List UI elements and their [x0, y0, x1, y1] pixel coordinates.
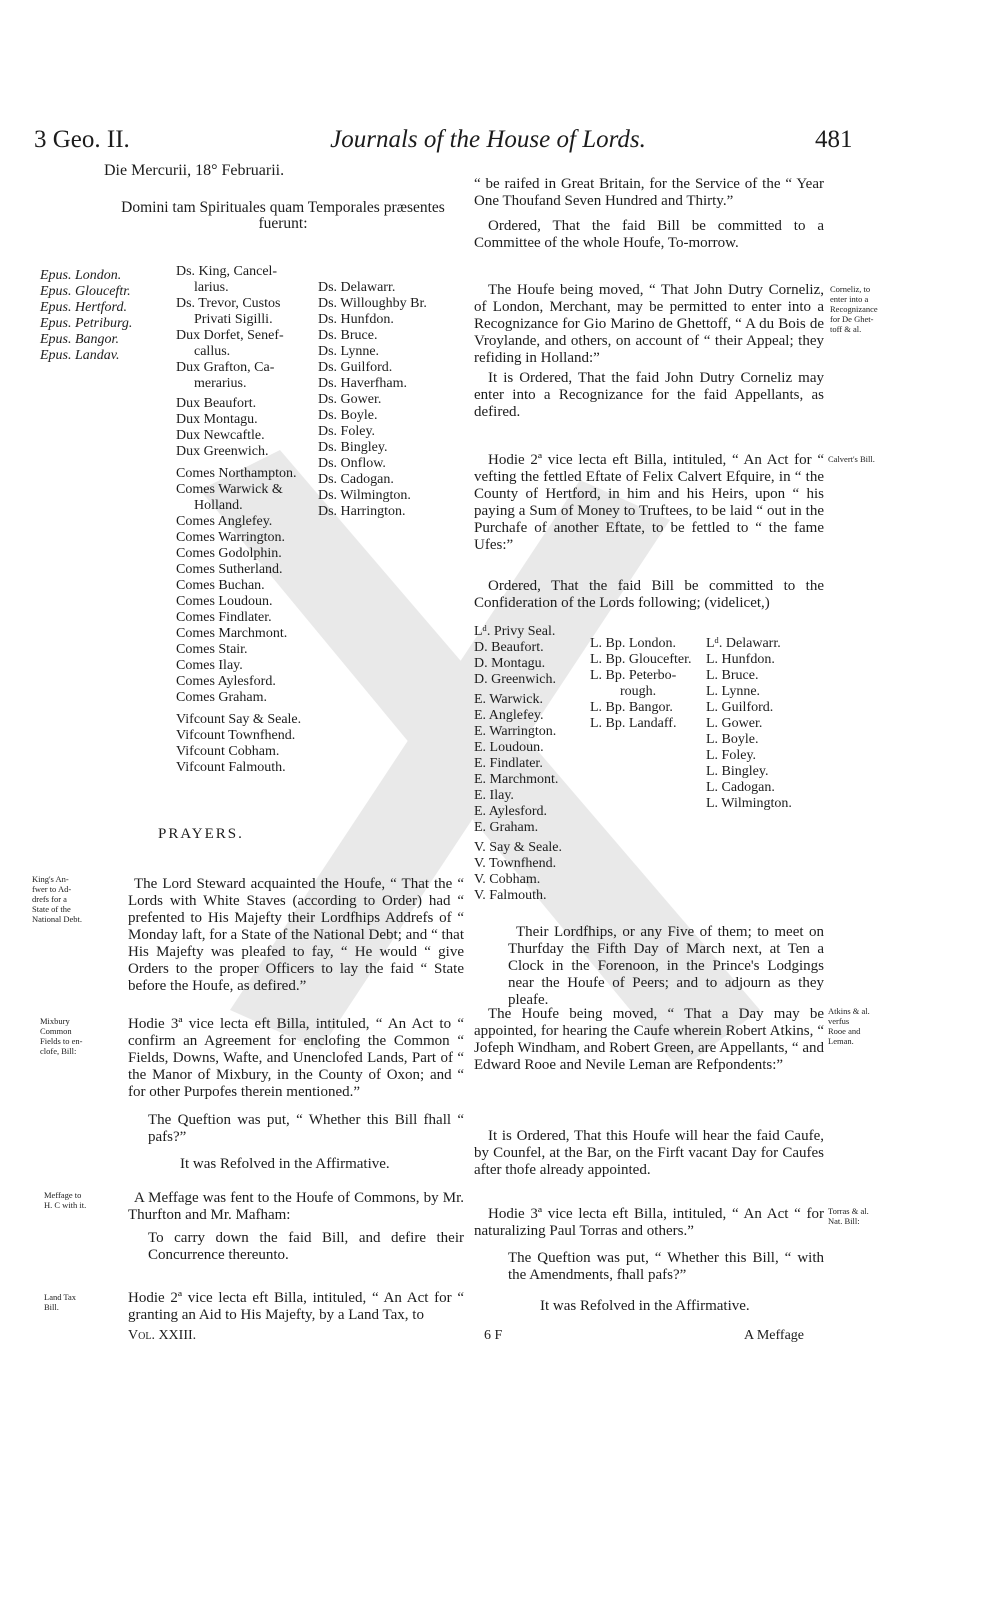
peer-item: Ds. Bruce.	[318, 328, 378, 343]
peer-item: Ds. Wilmington.	[318, 488, 411, 503]
peer-item: Ds. Lynne.	[318, 344, 380, 359]
peer-item: Comes Sutherland.	[176, 562, 283, 577]
ordered-paragraph-4: It is Ordered, That this Houfe will hear the faid Caufe, by Counfel, at the Bar, on the Firft vacant Day for Caufes after thofe already appointed.	[474, 1128, 824, 1178]
peer-item: Dux Newcaftle.	[176, 428, 265, 443]
margin-note-calvert: Calvert's Bill.	[828, 454, 875, 464]
peer-item: larius.	[194, 280, 229, 295]
torras-bill-paragraph: Hodie 3ª vice lecta eft Billa, intituled, “ An Act “ for naturalizing Paul Torras and others.”	[474, 1206, 824, 1239]
peer-item: Ds. Willoughby Br.	[318, 296, 427, 311]
peer-item: Ds. Gower.	[318, 392, 382, 407]
volume-label: Vol. XXIII.	[128, 1328, 197, 1343]
signature-mark: 6 F	[484, 1328, 503, 1343]
land-tax-paragraph: Hodie 2ª vice lecta eft Billa, intituled, “ An Act for “ granting an Aid to His Majefty, by a Land Tax, to	[128, 1290, 464, 1323]
lordships-paragraph: Their Lordfhips, or any Five of them; to meet on Thurfday the Fifth Day of March next, at Ten a Clock in the Forenoon, in the Prince's Lodgings near the Houfe of Peers; and to adjourn as they pleafe.	[508, 924, 824, 1008]
peer-item: Comes Northampton.	[176, 466, 297, 481]
peer-item: Dux Greenwich.	[176, 444, 269, 459]
peers-column-3	[318, 280, 427, 520]
peer-item: Ds. Hunfdon.	[318, 312, 394, 327]
catchword: A Meffage	[744, 1328, 804, 1343]
question-paragraph-2: The Queftion was put, “ Whether this Bill, “ with the Amendments, fhall pafs?”	[508, 1250, 824, 1283]
margin-note-torras: Torras & al. Nat. Bill:	[828, 1206, 869, 1226]
ordered-paragraph-2: It is Ordered, That the faid John Dutry Corneliz may enter into a Recognizance for the faid Appellants, as defired.	[474, 370, 824, 420]
margin-note-land-tax: Land Tax Bill.	[44, 1292, 77, 1312]
peer-item: Comes Stair.	[176, 642, 248, 657]
header-left: 3 Geo. II.	[34, 126, 130, 153]
peer-item: Ds. Guilford.	[318, 360, 393, 375]
peer-item: Ds. Trevor, Custos	[176, 296, 281, 311]
peer-item: Vifcount Cobham.	[176, 744, 280, 759]
peer-item: Comes Graham.	[176, 690, 267, 705]
bishop-item: Epus. Landav.	[40, 348, 120, 363]
peer-item: Comes Godolphin.	[176, 546, 282, 561]
peer-item: callus.	[194, 344, 231, 359]
peer-item: Dux Beaufort.	[176, 396, 257, 411]
peer-item: Comes Loudoun.	[176, 594, 273, 609]
peer-item: Comes Ilay.	[176, 658, 243, 673]
margin-note-corneliz: Corneliz, to enter into a Recognizance for De Ghet- toff & al.	[830, 284, 878, 334]
peer-item: Ds. Delawarr.	[318, 280, 396, 295]
peer-item: Ds. Cadogan.	[318, 472, 394, 487]
resolved-paragraph: It was Refolved in the Affirmative.	[180, 1156, 390, 1172]
margin-note-message: Meffage to H. C with it.	[44, 1190, 87, 1210]
peer-item: Ds. Bingley.	[318, 440, 388, 455]
peer-item: Comes Aylesford.	[176, 674, 276, 689]
peer-item: Dux Grafton, Ca-	[176, 360, 275, 375]
margin-note-kings-answer: King's An- fwer to Ad- drefs for a State of the National Debt.	[32, 874, 83, 924]
present-line: Domini tam Spirituales quam Temporales præsentes fuerunt:	[121, 199, 445, 232]
margin-note-mixbury: Mixbury Common Fields to en- clofe, Bill:	[40, 1016, 83, 1056]
peer-item: Vifcount Say & Seale.	[176, 712, 302, 727]
peer-item: Dux Montagu.	[176, 412, 258, 427]
date-line: Die Mercurii, 18° Februarii.	[104, 162, 285, 179]
resolved-paragraph-2: It was Refolved in the Affirmative.	[540, 1298, 750, 1314]
peer-item: Comes Marchmont.	[176, 626, 288, 641]
bishop-item: Epus. Hertford.	[40, 300, 127, 315]
page-number: 481	[815, 126, 853, 153]
committee-column-1: Lᵈ. Privy Seal. D. Beaufort. D. Montagu. D. Greenwich. E. Warwick. E. Anglefey. E. Warrington. E. Loudoun. E. Findlater. E. Marchmont. E. Ilay. E. Aylesford. E. Graham. V. Say & Seale. V. Townfhend. V. Cobham. V. Falmouth.	[474, 624, 563, 903]
peer-item: merarius.	[194, 376, 247, 391]
peer-item: Ds. Haverfham.	[318, 376, 408, 391]
peer-item: Ds. Harrington.	[318, 504, 406, 519]
peer-item: Comes Findlater.	[176, 610, 272, 625]
carry-paragraph: To carry down the faid Bill, and defire their Concurrence thereunto.	[148, 1230, 464, 1263]
bishop-item: Epus. Glouceftr.	[40, 284, 131, 299]
steward-paragraph: The Lord Steward acquainted the Houfe, “ That the “ Lords with White Staves (according to Order) had “ prefented to His Majefty their Lordfhips Addrefs of “ Monday laft, for a State of the National Debt; and “ that His Majefty was pleafed to fay, “ He would “ give Orders to the proper Officers to lay the faid “ State before the Houfe, as defired.”	[128, 876, 464, 994]
peer-item: Ds. Foley.	[318, 424, 376, 439]
peer-item: Comes Warwick &	[176, 482, 283, 497]
prayers-heading: PRAYERS.	[158, 826, 244, 842]
peer-item: Comes Warrington.	[176, 530, 286, 545]
committee-column-3: Lᵈ. Delawarr. L. Hunfdon. L. Bruce. L. Lynne. L. Guilford. L. Gower. L. Boyle. L. Foley. L. Bingley. L. Cadogan. L. Wilmington.	[706, 636, 792, 811]
committee-column-2: L. Bp. London. L. Bp. Gloucefter. L. Bp. Peterbo- rough. L. Bp. Bangor. L. Bp. Landaff.	[590, 636, 692, 731]
question-paragraph: The Queftion was put, “ Whether this Bill fhall “ pafs?”	[148, 1112, 464, 1145]
peer-item: Ds. King, Cancel-	[176, 264, 278, 279]
peer-item: Ds. Onflow.	[318, 456, 386, 471]
peer-item: Ds. Boyle.	[318, 408, 378, 423]
peer-item: Privati Sigilli.	[194, 312, 273, 327]
ordered-paragraph-3: Ordered, That the faid Bill be committed to the Confideration of the Lords following; (videlicet,)	[474, 578, 824, 611]
moved-paragraph-2: The Houfe being moved, “ That a Day may be appointed, for hearing the Caufe wherein Robert Atkins, “ Jofeph Windham, and Robert Green, are Appellants, “ and Edward Rooe and Nevile Leman are Refpondents:”	[474, 1006, 824, 1073]
bishops-list	[40, 268, 132, 364]
bishop-item: Epus. Petriburg.	[40, 316, 133, 331]
peer-item: Dux Dorfet, Senef-	[176, 328, 284, 343]
bishop-item: Epus. London.	[40, 268, 122, 283]
ordered-paragraph-1: Ordered, That the faid Bill be committed to a Committee of the whole Houfe, To-morrow.	[474, 218, 824, 251]
peer-item: Holland.	[194, 498, 243, 513]
moved-paragraph-1: The Houfe being moved, “ That John Dutry Corneliz, of London, Merchant, may be permitted to enter into a Recognizance for Gio Marino de Ghettoff, “ A du Bois de Vroylande, and others, on account of “ their Appeal; they refiding in Holland:”	[474, 282, 824, 366]
page-title: Journals of the House of Lords.	[330, 126, 646, 153]
raised-paragraph: “ be raifed in Great Britain, for the Service of the “ Year One Thoufand Seven Hundred and Thirty.”	[474, 176, 824, 209]
bishop-item: Epus. Bangor.	[40, 332, 119, 347]
mixbury-bill-paragraph: Hodie 3ª vice lecta eft Billa, intituled, “ An Act to “ confirm an Agreement for enclofing the Common “ Fields, Downs, Wafte, and Unenclofed Lands, Part of “ the Manor of Mixbury, in the County of Oxon; and “ for other Purpofes therein mentioned.”	[128, 1016, 464, 1100]
peer-item: Vifcount Townfhend.	[176, 728, 296, 743]
peers-column-2	[176, 264, 301, 776]
peer-item: Comes Anglefey.	[176, 514, 273, 529]
peer-item: Comes Buchan.	[176, 578, 265, 593]
margin-note-atkins: Atkins & al. verfus Rooe and Leman.	[828, 1006, 870, 1046]
calvert-bill-paragraph: Hodie 2ª vice lecta eft Billa, intituled, “ An Act for “ vefting the fettled Eftate of Felix Calvert Efquire, in “ the County of Hertford, in him and his Heirs, upon “ his paying a Sum of Money to Truftees, to be laid “ out in the Purchafe of another Eftate, to be fettled to “ the fame Ufes:”	[474, 452, 824, 553]
peer-item: Vifcount Falmouth.	[176, 760, 286, 775]
message-paragraph: A Meffage was fent to the Houfe of Commons, by Mr. Thurfton and Mr. Mafham:	[128, 1190, 464, 1223]
